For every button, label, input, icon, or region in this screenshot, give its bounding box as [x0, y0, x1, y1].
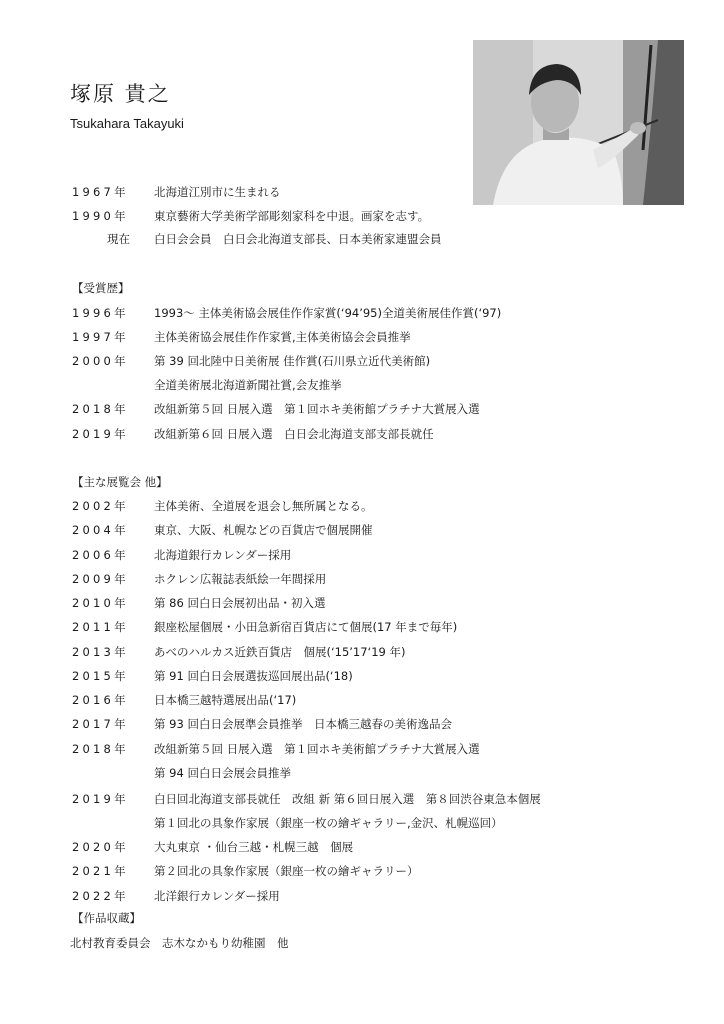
current-text: 白日会会員 白日会北海道支部長、日本美術家連盟会員 — [154, 232, 442, 246]
exhibition-text: ホクレン広報誌表紙絵一年間採用 — [154, 572, 327, 586]
exhibition-row — [72, 791, 541, 807]
exhibitions-heading: 【主な展覧会 他】 — [72, 475, 168, 489]
exhibition-row — [72, 522, 373, 538]
award-row — [72, 353, 430, 369]
exhibition-text: 北洋銀行カレンダー採用 — [154, 889, 280, 903]
exhibition-text: 大丸東京 ・仙台三越・札幌三越 個展 — [154, 840, 354, 854]
exhibition-row — [72, 595, 325, 611]
exhibition-year: 2002年 — [72, 499, 129, 513]
exhibition-text: 第 86 回白日会展初出品・初入選 — [154, 596, 326, 610]
exhibition-row — [72, 741, 480, 757]
exhibition-text: 第 94 回白日会展会員推挙 — [154, 766, 291, 780]
award-year: 2018年 — [72, 402, 129, 416]
exhibition-year: 2017年 — [72, 717, 129, 731]
exhibition-year: 2010年 — [72, 596, 129, 610]
exhibition-row — [72, 668, 353, 684]
exhibition-year: 2016年 — [72, 693, 129, 707]
award-text: 1993～ 主体美術協会展佳作作家賞(‘94’95)全道美術展佳作賞(‘97) — [154, 306, 502, 320]
exhibition-row — [72, 547, 291, 563]
exhibition-year: 2011年 — [72, 620, 129, 634]
artist-name-jp: 塚原 貴之 — [70, 82, 171, 106]
bio-row — [72, 184, 281, 200]
exhibition-text: 北海道銀行カレンダー採用 — [154, 548, 292, 562]
exhibition-text: 第２回北の具象作家展（銀座一枚の繪ギャラリー） — [154, 864, 419, 878]
exhibition-row — [72, 863, 419, 879]
exhibition-row — [72, 571, 326, 587]
exhibition-year: 2015年 — [72, 669, 129, 683]
exhibition-text: あべのハルカス近鉄百貨店 個展(‘15’17‘19 年) — [154, 645, 406, 659]
exhibition-row — [72, 815, 503, 831]
exhibition-text: 白日回北海道支部長就任 改組 新 第６回日展入選 第８回渋谷東急本個展 — [154, 792, 541, 806]
awards-heading: 【受賞歴】 — [72, 281, 130, 295]
award-row — [72, 305, 501, 321]
award-year: 1996年 — [72, 306, 129, 320]
award-year: 2000年 — [72, 354, 129, 368]
artist-name-en: Tsukahara Takayuki — [70, 116, 184, 131]
exhibition-text: 第 91 回白日会展選抜巡回展出品(‘18) — [154, 669, 353, 683]
bio-text: 東京藝術大学美術学部彫刻家科を中退。画家を志す。 — [154, 209, 430, 223]
award-text: 全道美術展北海道新聞社賞,会友推挙 — [154, 378, 342, 392]
exhibition-year: 2020年 — [72, 840, 129, 854]
exhibition-row — [72, 888, 280, 904]
award-year: 2019年 — [72, 427, 129, 441]
exhibition-text: 東京、大阪、札幌などの百貨店で個展開催 — [154, 523, 373, 537]
exhibition-row — [72, 644, 406, 660]
exhibition-year: 2018年 — [72, 742, 129, 756]
award-year: 1997年 — [72, 330, 129, 344]
exhibition-row — [72, 716, 452, 732]
award-text: 主体美術協会展佳作作家賞,主体美術協会会員推挙 — [154, 330, 411, 344]
exhibition-text: 改組新第５回 日展入選 第１回ホキ美術館プラチナ大賞展入選 — [154, 742, 480, 756]
exhibition-year: 2006年 — [72, 548, 129, 562]
bio-row — [72, 208, 429, 224]
exhibition-text: 銀座松屋個展・小田急新宿百貨店にて個展(17 年まで毎年) — [154, 620, 458, 634]
award-row — [72, 401, 480, 417]
collections-text: 北村教育委員会 志木なかもり幼稚園 他 — [70, 936, 289, 950]
award-row — [72, 377, 342, 393]
award-text: 第 39 回北陸中日美術展 佳作賞(石川県立近代美術館) — [154, 354, 431, 368]
exhibition-text: 第１回北の具象作家展（銀座一枚の繪ギャラリー,金沢、札幌巡回） — [154, 816, 503, 830]
exhibition-row — [72, 498, 373, 514]
artist-photo — [473, 40, 684, 205]
exhibition-year: 2009年 — [72, 572, 129, 586]
exhibition-year: 2004年 — [72, 523, 129, 537]
award-text: 改組新第６回 日展入選 白日会北海道支部支部長就任 — [154, 427, 434, 441]
exhibition-text: 主体美術、全道展を退会し無所属となる。 — [154, 499, 373, 513]
bio-year: 1990年 — [72, 209, 129, 223]
exhibition-text: 日本橋三越特選展出品(‘17) — [154, 693, 297, 707]
bio-year: 1967年 — [72, 185, 129, 199]
exhibition-row — [72, 765, 291, 781]
exhibition-year: 2019年 — [72, 792, 129, 806]
exhibition-row — [72, 839, 353, 855]
exhibition-year: 2021年 — [72, 864, 129, 878]
exhibition-year: 2022年 — [72, 889, 129, 903]
exhibition-row — [72, 619, 457, 635]
exhibition-row — [72, 692, 296, 708]
award-row — [72, 329, 411, 345]
collections-heading: 【作品収蔵】 — [72, 911, 141, 925]
current-label: 現在 — [107, 232, 130, 246]
award-text: 改組新第５回 日展入選 第１回ホキ美術館プラチナ大賞展入選 — [154, 402, 480, 416]
bio-text: 北海道江別市に生まれる — [154, 185, 281, 199]
exhibition-text: 第 93 回白日会展準会員推挙 日本橋三越春の美術逸品会 — [154, 717, 452, 731]
exhibition-year: 2013年 — [72, 645, 129, 659]
award-row — [72, 426, 434, 442]
